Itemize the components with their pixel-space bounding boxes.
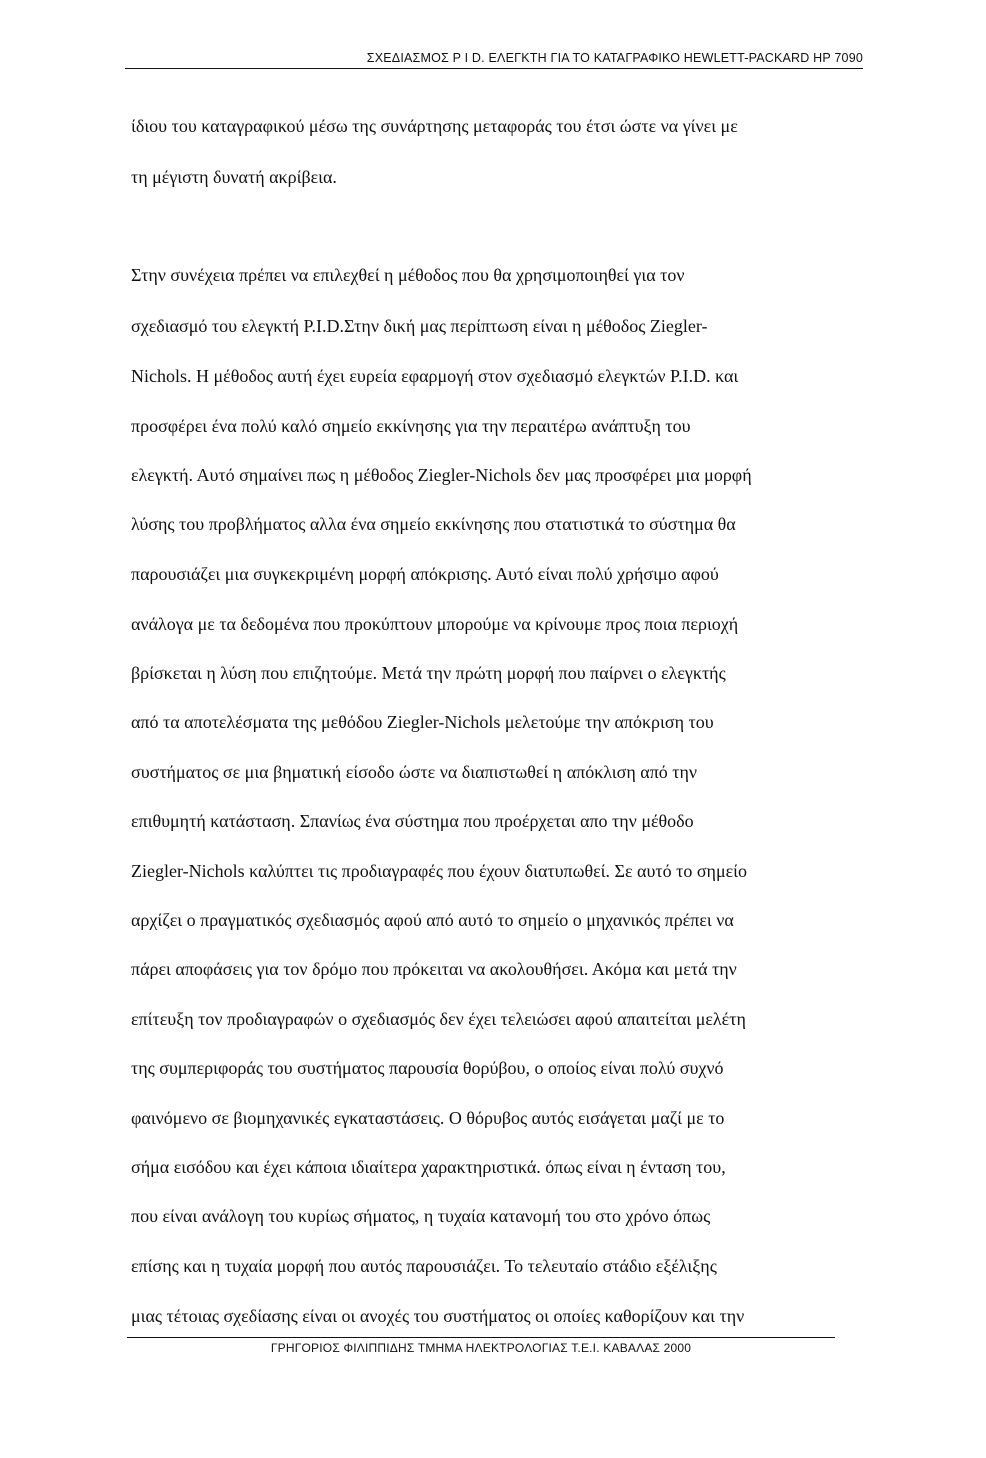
text-line: βρίσκεται η λύση που επιζητούμε. Μετά την πρώτη μορφή που παίρνει ο ελεγκτής	[131, 663, 726, 683]
running-footer: ΓΡΗΓΟΡΙΟΣ ΦΙΛΙΠΠΙΔΗΣ ΤΜΗΜΑ ΗΛΕΚΤΡΟΛΟΓΙΑΣ Τ.Ε.Ι. ΚΑΒΑΛΑΣ 2000	[270, 1341, 692, 1355]
text-line: που είναι ανάλογη του κυρίως σήματος, η τυχαία κατανομή του στο χρόνο όπως	[131, 1206, 711, 1226]
header-rule	[125, 68, 863, 69]
text-line: από τα αποτελέσματα της μεθόδου Ziegler-Nichols μελετούμε την απόκριση του	[131, 712, 714, 732]
text-line: σχεδιασμό του ελεγκτή P.I.D.Στην δική μας περίπτωση είναι η μέθοδος Ziegler-	[131, 316, 708, 336]
text-line: επίσης και η τυχαία μορφή που αυτός παρουσιάζει. Το τελευταίο στάδιο εξέλιξης	[131, 1256, 717, 1276]
text-line: παρουσιάζει μια συγκεκριμένη μορφή απόκρισης. Αυτό είναι πολύ χρήσιμο αφού	[131, 564, 719, 584]
footer-rule	[127, 1337, 835, 1338]
text-line: τη μέγιστη δυνατή ακρίβεια.	[131, 167, 337, 187]
text-line: σήμα εισόδου και έχει κάποια ιδιαίτερα χαρακτηριστικά. όπως είναι η ένταση του,	[131, 1157, 726, 1177]
running-header: ΣΧΕΔΙΑΣΜΟΣ P I D. ΕΛΕΓΚΤΗ ΓΙΑ ΤΟ ΚΑΤΑΓΡΑΦΙΚΟ HEWLETT-PACKARD HP 7090	[366, 51, 863, 65]
text-line: ελεγκτή. Αυτό σημαίνει πως η μέθοδος Ziegler-Nichols δεν μας προσφέρει μια μορφή	[131, 465, 752, 485]
text-line: πάρει αποφάσεις για τον δρόμο που πρόκειται να ακολουθήσει. Ακόμα και μετά την	[131, 959, 737, 979]
text-line: λύσης του προβλήματος αλλα ένα σημείο εκκίνησης που στατιστικά το σύστημα θα	[131, 514, 736, 534]
text-line: Ziegler-Nichols καλύπτει τις προδιαγραφές που έχουν διατυπωθεί. Σε αυτό το σημείο	[131, 861, 748, 881]
text-line: συστήματος σε μια βηματική είσοδο ώστε να διαπιστωθεί η απόκλιση από την	[131, 762, 698, 782]
text-line: Στην συνέχεια πρέπει να επιλεχθεί η μέθοδος που θα χρησιμοποιηθεί για τον	[131, 265, 685, 285]
text-line: μιας τέτοιας σχεδίασης είναι οι ανοχές του συστήματος οι οποίες καθορίζουν και την	[131, 1306, 745, 1326]
text-line: επιθυμητή κατάσταση. Σπανίως ένα σύστημα που προέρχεται απο την μέθοδο	[131, 811, 694, 831]
text-line: Nichols. Η μέθοδος αυτή έχει ευρεία εφαρμογή στον σχεδιασμό ελεγκτών P.I.D. και	[131, 366, 739, 386]
text-line: της συμπεριφοράς του συστήματος παρουσία θορύβου, ο οποίος είναι πολύ συχνό	[131, 1058, 724, 1078]
text-line: ίδιου του καταγραφικού μέσω της συνάρτησης μεταφοράς του έτσι ώστε να γίνει με	[131, 116, 738, 136]
text-line: ανάλογα με τα δεδομένα που προκύπτουν μπορούμε να κρίνουμε προς ποια περιοχή	[131, 614, 739, 634]
text-line: φαινόμενο σε βιομηχανικές εγκαταστάσεις. Ο θόρυβος αυτός εισάγεται μαζί με το	[131, 1108, 725, 1128]
text-line: αρχίζει ο πραγματικός σχεδιασμός αφού από αυτό το σημείο ο μηχανικός πρέπει να	[131, 910, 734, 930]
text-line: προσφέρει ένα πολύ καλό σημείο εκκίνησης για την περαιτέρω ανάπτυξη του	[131, 416, 691, 436]
text-line: επίτευξη τον προδιαγραφών ο σχεδιασμός δεν έχει τελειώσει αφού απαιτείται μελέτη	[131, 1009, 746, 1029]
